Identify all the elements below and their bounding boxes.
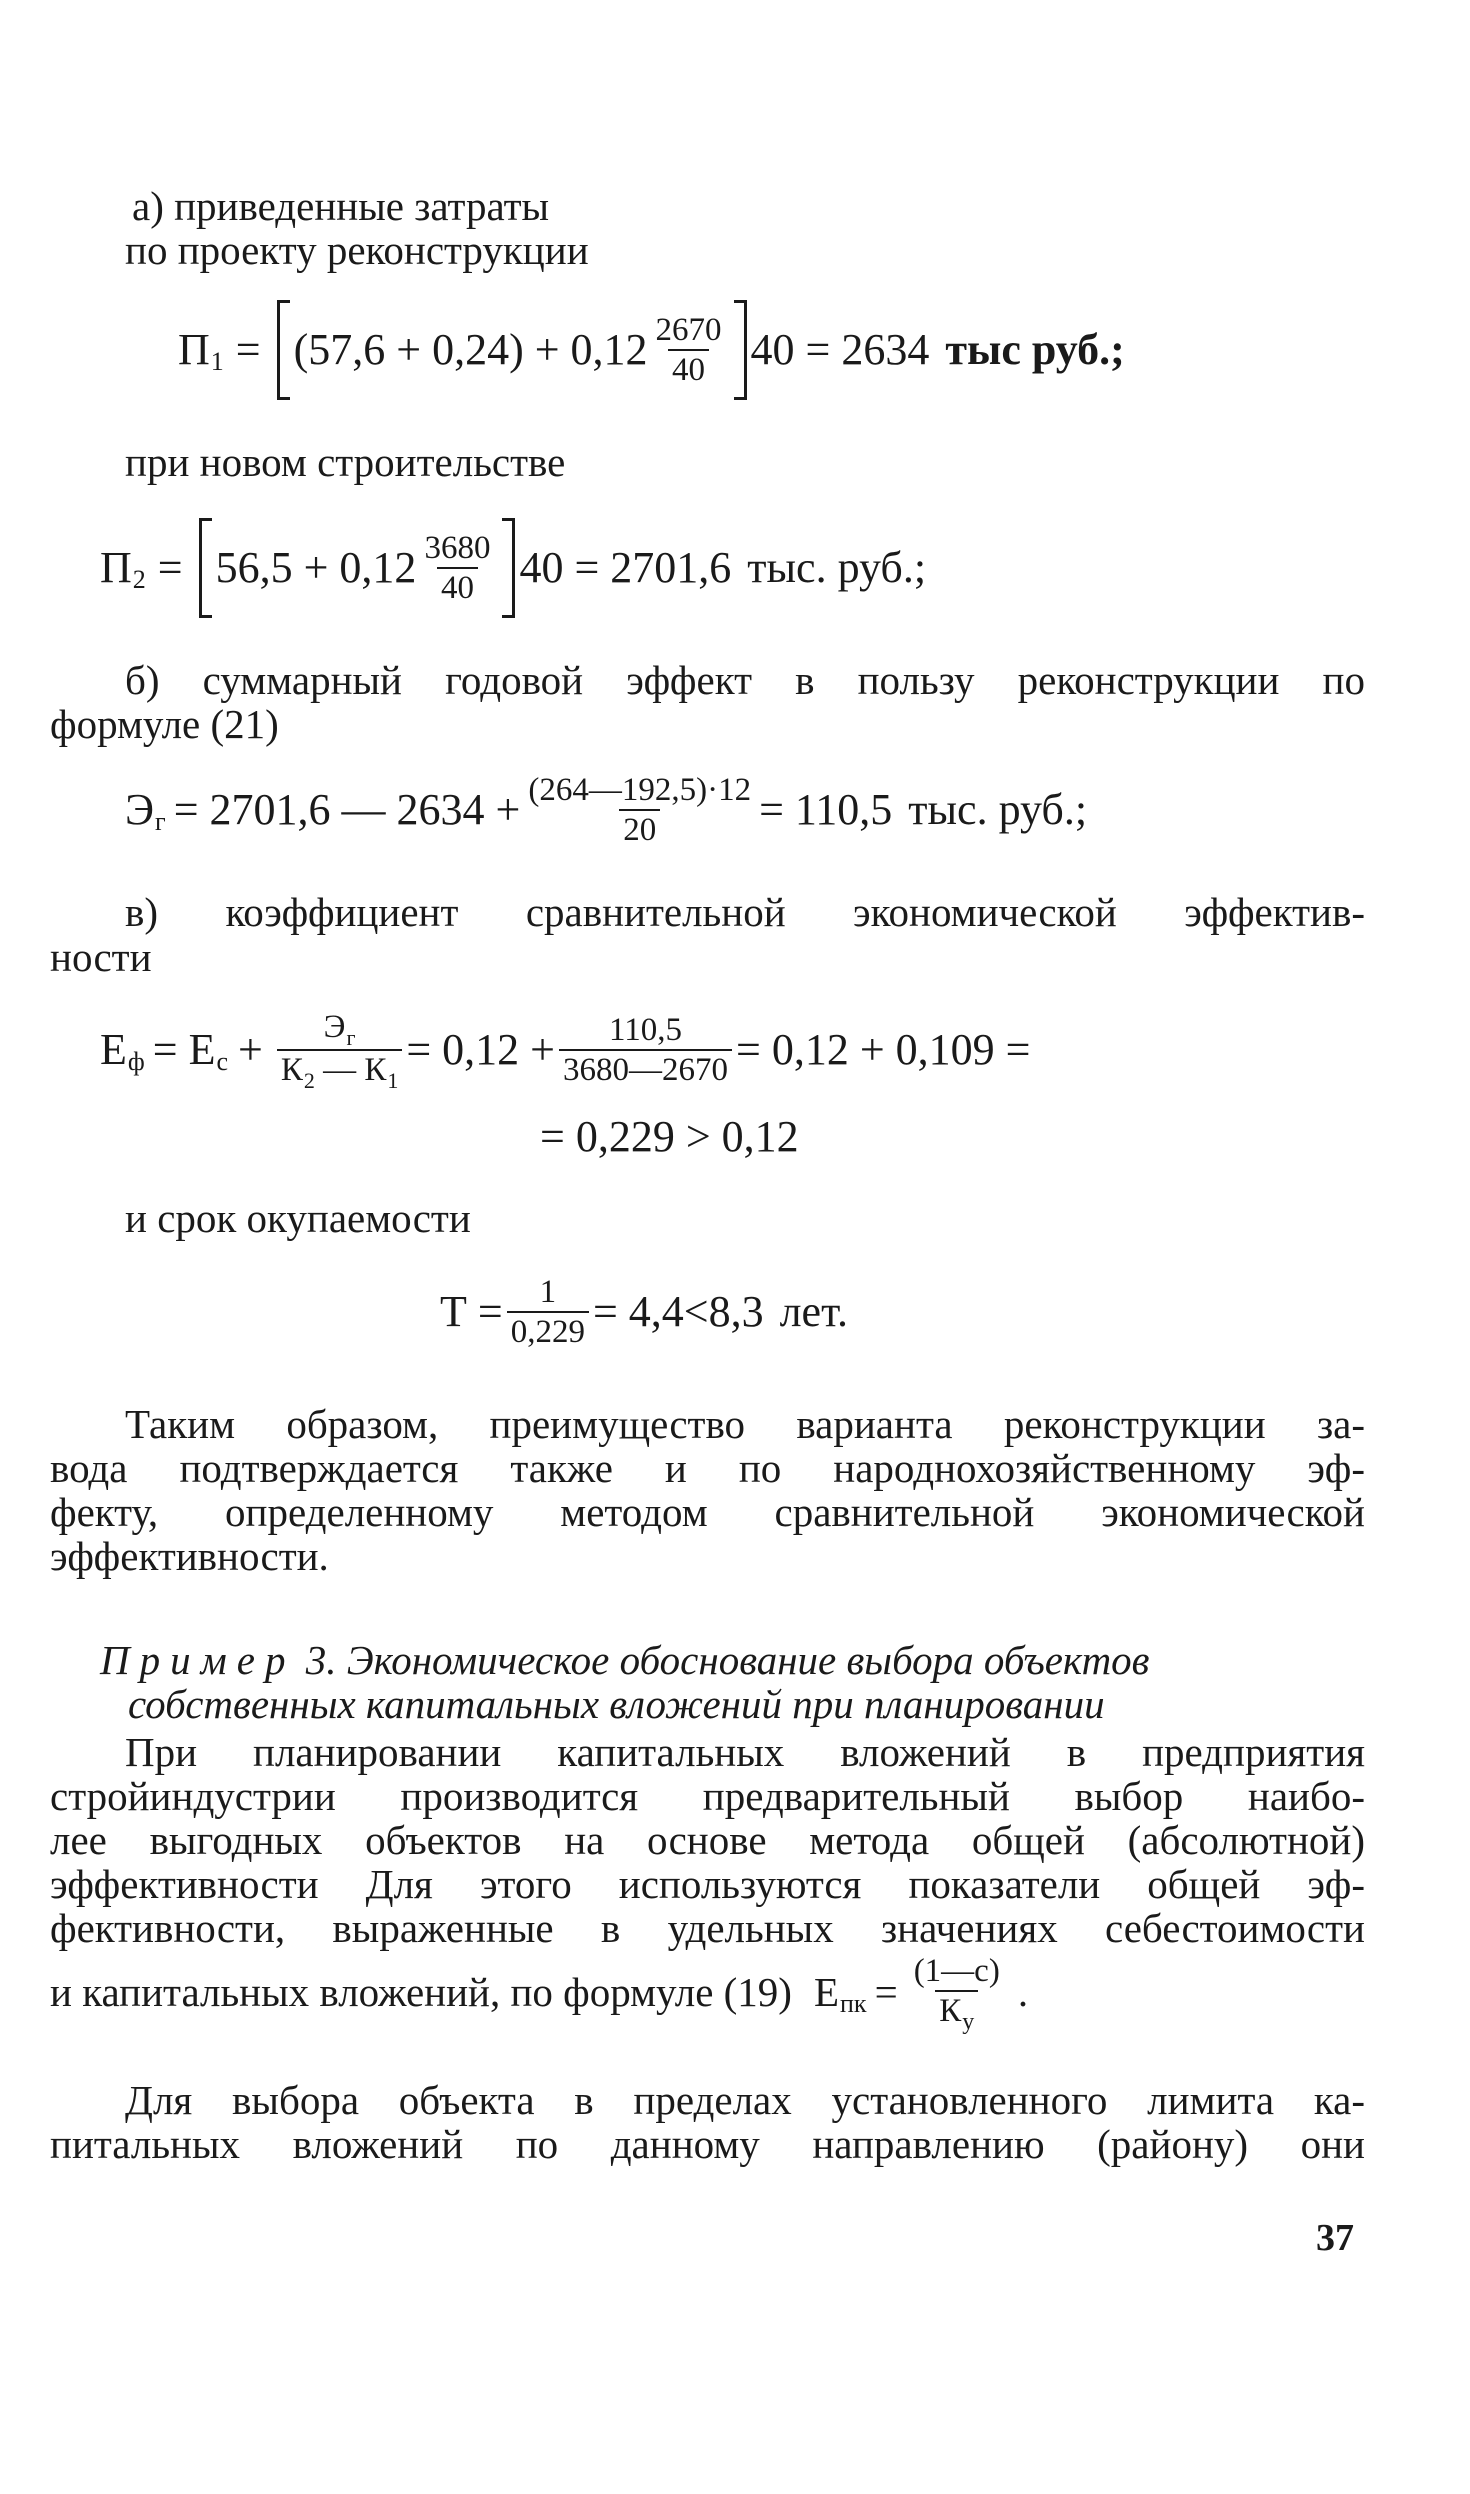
paragraph2-line: питальных вложений по данному направлению (району) они [50,2121,1365,2167]
paragraph1-frac-num: (1—с) [913,1952,1000,1989]
paragraph1-line: При планировании капитальных вложений в предприятия [125,1729,1365,1775]
example-heading-spaced-word: Пример [100,1637,296,1683]
formula-p2-eq: = [157,543,183,592]
frac1-num-sub: г [346,1025,356,1050]
formula-ef-fraction2 [559,1011,732,1089]
paragraph1-line: стройиндустрии производится предварительный выбор наибо- [50,1773,1365,1819]
formula-ef-frac2-den: 3680—2670 [559,1049,732,1089]
formula-p2-fraction [420,529,494,607]
paragraph1-formula-fraction [910,1952,1004,2033]
frac1-den-minus: — [323,1052,357,1088]
conclusion-line: эффективности. [50,1533,329,1579]
formula-e-unit: тыс. руб.; [908,785,1088,834]
formula-ef [100,1000,1030,1100]
formula-p1-eq: = [235,325,261,374]
formula-p1-unit: тыс руб.; [945,325,1125,374]
formula-e-lead: = 2701,6 — 2634 + [173,785,521,834]
formula-t [440,1262,848,1362]
formula-p1-lhs-sub: 1 [210,347,224,376]
formula-p2 [100,518,926,618]
paragraph1-frac-den-sub: у [962,2008,975,2035]
formula-p2-lhs: П [100,543,132,592]
right-bracket [502,518,515,618]
formula-p1-frac-num: 2670 [655,312,722,348]
formula-t-lhs: Т = [440,1287,503,1336]
formula-ef-frac1-den [277,1049,403,1092]
formula-ef-line2 [540,1112,799,1162]
formula-ef-eq1: = Е [152,1025,216,1074]
example-heading-line1-rest: 3. Экономическое обоснование выбора объектов [305,1637,1150,1683]
frac1-num-main: Э [323,1009,346,1045]
formula-e-frac-den: 20 [619,809,660,849]
right-bracket [734,300,747,400]
formula-ef-plus1: + [238,1025,263,1074]
formula-e-fraction [524,771,755,849]
paragraph1-line: эффективности Для этого используются показатели общей эф- [50,1861,1365,1907]
payback-intro: и срок окупаемости [125,1195,471,1241]
formula-ef-lhs: Е [100,1025,127,1074]
formula-p1-tail: 40 = 2634 [750,325,930,374]
formula-ef-fraction1 [277,1008,403,1092]
example-heading-line2: собственных капитальных вложений при планировании [128,1681,1105,1727]
left-bracket [277,300,290,400]
formula-t-unit: лет. [779,1287,848,1336]
formula-e-lhs-sub: г [155,807,166,836]
formula-p1-frac-den: 40 [668,349,709,389]
formula-p2-unit: тыс. руб.; [747,543,927,592]
conclusion-line: фекту, определенному методом сравнительной экономической [50,1489,1365,1535]
paragraph1-formula-eq: = [874,1969,898,2015]
formula-t-frac-den: 0,229 [507,1311,589,1351]
frac1-den-b-sub: 1 [387,1068,399,1093]
formula-ef-line2-text: = 0,229 > 0,12 [540,1112,799,1161]
formula-p2-inner: 56,5 + 0,12 [215,543,417,592]
conclusion-line: вода подтверждается также и по народнохозяйственному эф- [50,1445,1365,1491]
formula-ef-lhs-sub: ф [127,1047,145,1076]
frac1-den-a: К [280,1052,303,1088]
section-v-line1: в) коэффициент сравнительной экономической эффектив- [125,889,1365,935]
new-construction-label: при новом строительстве [125,439,566,485]
paragraph1-last-text: и капитальных вложений, по формуле (19) [50,1969,792,2015]
formula-p1-inner: (57,6 + 0,24) + 0,12 [293,325,648,374]
left-bracket [199,518,212,618]
section-b-line1: б) суммарный годовой эффект в пользу реконструкции по [125,657,1365,703]
formula-e-tail: = 110,5 [759,785,893,834]
paragraph1-formula-lhs-sub: пк [840,1989,867,2018]
frac1-den-b: К [364,1052,387,1088]
paragraph2-line: Для выбора объекта в пределах установленного лимита ка- [125,2077,1365,2123]
paragraph1-formula-end: . [1017,1969,1029,2015]
formula-ef-mid: = 0,12 + [406,1025,555,1074]
example-heading-line1 [100,1636,1149,1684]
page-number: 37 [1316,2217,1354,2259]
section-v-line2: ности [50,934,152,980]
formula-t-fraction [507,1273,589,1351]
formula-t-frac-num: 1 [539,1274,557,1310]
conclusion-line: Таким образом, преимущество варианта реконструкции за- [125,1401,1365,1447]
paragraph1-line: лее выгодных объектов на основе метода общей (абсолютной) [50,1817,1365,1863]
paragraph1-last-line [50,1944,1028,2040]
formula-e-frac-num: (264—192,5)·12 [528,772,752,808]
formula-p2-tail: 40 = 2701,6 [519,543,732,592]
formula-p1-fraction [652,311,726,389]
section-a-line2: по проекту реконструкции [125,227,589,273]
paragraph1-frac-den-main: К [939,1992,962,2029]
formula-ef-frac1-num [320,1008,360,1049]
formula-e-lhs: Э [125,785,155,834]
formula-t-tail: = 4,4<8,3 [592,1287,764,1336]
formula-ef-eq1-sub: с [216,1047,228,1076]
formula-ef-frac2-num: 110,5 [608,1012,683,1048]
frac1-den-a-sub: 2 [303,1068,315,1093]
formula-p1-lhs: П [178,325,210,374]
formula-p2-frac-num: 3680 [424,530,491,566]
formula-p2-lhs-sub: 2 [132,565,146,594]
section-a-line1: а) приведенные затраты [132,183,550,229]
formula-p1 [178,300,1125,400]
paragraph1-frac-den [935,1990,978,2033]
formula-ef-tail: = 0,12 + 0,109 = [736,1025,1031,1074]
paragraph1-line: фективности, выраженные в удельных значениях себестоимости [50,1905,1365,1951]
formula-e [125,760,1087,860]
paragraph1-formula-lhs: Е [813,1969,840,2015]
section-b-line2: формуле (21) [50,701,279,747]
formula-p2-frac-den: 40 [437,567,478,607]
